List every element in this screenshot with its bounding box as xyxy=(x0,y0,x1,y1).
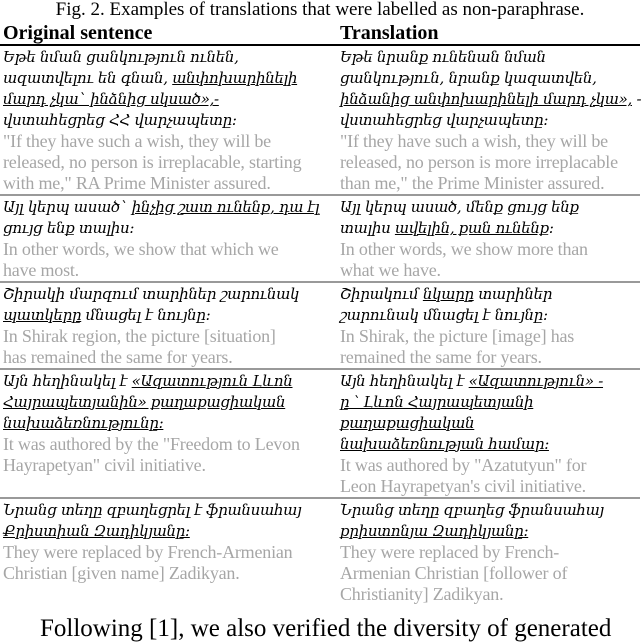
translation-cell xyxy=(337,369,640,498)
english-line: In Shirak region, the picture [situation] xyxy=(3,326,276,346)
armenian-line xyxy=(340,434,640,455)
header-original: Original sentence xyxy=(0,22,337,45)
header-row xyxy=(0,22,640,45)
english-line: than me," the Prime Minister assured. xyxy=(340,173,605,193)
armenian-line xyxy=(3,89,337,110)
english-line: remained the same for years. xyxy=(340,347,542,367)
table-row xyxy=(0,369,640,498)
english-line: with me," RA Prime Minister assured. xyxy=(3,173,271,193)
underlined-segment: ինձանից անփոխարինելի մարդ չկա», xyxy=(340,90,632,108)
english-gloss xyxy=(3,542,337,584)
armenian-line xyxy=(3,47,337,68)
text-segment: վստահեցրեց ՀՀ վարչապետը: xyxy=(3,111,237,129)
english-line: has remained the same for years. xyxy=(3,347,233,367)
underlined-segment: ավելին, քան ունենք xyxy=(394,219,549,237)
text-segment: վստահեցրեց վարչապետը: xyxy=(340,111,549,129)
armenian-line xyxy=(3,305,337,326)
english-line: In other words, we show that which we xyxy=(3,239,279,259)
original-cell xyxy=(0,498,337,605)
armenian-text xyxy=(3,371,337,434)
table-body xyxy=(0,45,640,605)
armenian-line xyxy=(340,47,640,68)
armenian-text xyxy=(3,500,337,542)
armenian-text xyxy=(3,47,337,131)
english-gloss xyxy=(340,542,640,605)
underlined-segment: Քրիստիան Զադիկյանը: xyxy=(3,522,190,540)
armenian-line xyxy=(340,218,640,239)
original-cell xyxy=(0,282,337,369)
table-row xyxy=(0,45,640,195)
translation-examples-table xyxy=(0,22,640,605)
text-segment: Շիրակի մարզում տարիներ շարունակ xyxy=(3,285,300,303)
text-segment: Նրանց տեղը զբաղեց ֆրանսահայ xyxy=(340,501,604,519)
armenian-line xyxy=(3,413,337,434)
english-line: They were replaced by French- xyxy=(340,542,560,562)
underlined-segment: «Ազատություն Լևոն xyxy=(131,372,293,390)
armenian-line xyxy=(340,284,640,305)
armenian-line xyxy=(340,89,640,110)
armenian-line xyxy=(3,284,337,305)
english-line: Christianity] Zadikyan. xyxy=(340,584,504,604)
armenian-text xyxy=(340,197,640,239)
english-line: have most. xyxy=(3,260,79,280)
translation-cell xyxy=(337,498,640,605)
armenian-text xyxy=(340,500,640,542)
table-row xyxy=(0,195,640,282)
armenian-text xyxy=(3,197,337,239)
english-line: Leon Hayrapetyan's civil initiative. xyxy=(340,476,586,496)
armenian-line xyxy=(340,371,640,392)
translation-cell xyxy=(337,282,640,369)
text-segment: Նրանց տեղը զբաղեցրել է ֆրանսահայ xyxy=(3,501,302,519)
text-segment: ազատվելու են գնան, xyxy=(3,69,173,87)
underlined-segment: Հայրապետյանին» քաղաքացիական xyxy=(3,393,286,411)
english-line: Hayrapetyan" civil initiative. xyxy=(3,455,206,475)
table-row xyxy=(0,282,640,369)
english-gloss xyxy=(340,239,640,281)
original-cell xyxy=(0,195,337,282)
english-line: In other words, we show more than xyxy=(340,239,588,259)
underlined-segment: անփոխարինելի xyxy=(172,69,298,87)
table-row xyxy=(0,498,640,605)
text-segment: ցանկություն, նրանք կազատվեն, xyxy=(340,69,597,87)
original-cell xyxy=(0,45,337,195)
text-segment: Եթե նման ցանկություն ունեն, xyxy=(3,48,239,66)
armenian-line xyxy=(3,218,337,239)
armenian-line xyxy=(340,392,640,413)
armenian-line xyxy=(340,413,640,434)
armenian-line xyxy=(3,110,337,131)
text-segment: Այն հեղինակել է xyxy=(340,372,469,390)
text-segment: Այլ կերպ ասած` xyxy=(3,198,132,216)
underlined-segment: պատկերը xyxy=(3,306,82,324)
text-segment: տալիս xyxy=(340,219,395,237)
armenian-line xyxy=(3,521,337,542)
english-gloss xyxy=(3,131,337,194)
english-line: "If they have such a wish, they will be xyxy=(3,131,271,151)
underlined-segment: ինչից շատ ունենք, դա էլ xyxy=(131,198,320,216)
underlined-segment: քրիստոնյա Զադիկյանը: xyxy=(340,522,529,540)
underlined-segment: քաղաքացիական xyxy=(340,414,475,432)
text-segment: Այլ կերպ ասած, մենք ցույց ենք xyxy=(340,198,579,216)
english-gloss xyxy=(340,131,640,194)
english-line: Christian [given name] Zadikyan. xyxy=(3,563,240,583)
text-segment: : xyxy=(548,219,554,237)
english-line: It was authored by the "Freedom to Levon xyxy=(3,434,300,454)
text-segment: - xyxy=(632,90,641,108)
underlined-segment: նախաձեռնության համար: xyxy=(340,435,549,453)
armenian-line xyxy=(340,521,640,542)
english-gloss xyxy=(340,455,640,497)
english-line: In Shirak, the picture [image] has xyxy=(340,326,575,346)
armenian-line xyxy=(340,197,640,218)
english-gloss xyxy=(340,326,640,368)
armenian-line xyxy=(340,68,640,89)
english-line: Armenian Christian [follower of xyxy=(340,563,568,583)
english-gloss xyxy=(3,326,337,368)
underlined-segment: նկարը xyxy=(422,285,474,303)
armenian-line xyxy=(3,392,337,413)
english-gloss xyxy=(3,239,337,281)
text-segment: Այն հեղինակել է xyxy=(3,372,132,390)
armenian-line xyxy=(3,68,337,89)
header-translation: Translation xyxy=(337,22,640,45)
text-segment: Եթե նրանք ունենան նման xyxy=(340,48,546,66)
text-segment: ցույց ենք տալիս: xyxy=(3,219,135,237)
english-line: They were replaced by French-Armenian xyxy=(3,542,293,562)
armenian-line xyxy=(3,500,337,521)
armenian-line xyxy=(340,110,640,131)
english-gloss xyxy=(3,434,337,476)
underlined-segment: «Ազատություն» - xyxy=(468,372,604,390)
body-paragraph: Following [1], we also verified the diversity of generated xyxy=(40,615,612,642)
text-segment: տարիներ xyxy=(473,285,553,303)
english-line: released, no person is more irreplacable xyxy=(340,152,618,172)
underlined-segment: ը ՝ Լևոն Հայրապետյանի xyxy=(340,393,534,411)
armenian-text xyxy=(340,371,640,455)
armenian-text xyxy=(340,47,640,131)
underlined-segment: նախաձեռնությունը: xyxy=(3,414,164,432)
english-line: "If they have such a wish, they will be xyxy=(340,131,608,151)
english-line: It was authored by "Azatutyun" for xyxy=(340,455,587,475)
original-cell xyxy=(0,369,337,498)
armenian-line xyxy=(3,197,337,218)
text-segment: մնացել է նույնը: xyxy=(81,306,211,324)
underlined-segment: մարդ չկա` ինձնից սկսած»,- xyxy=(3,90,219,108)
translation-cell xyxy=(337,195,640,282)
armenian-line xyxy=(340,305,640,326)
armenian-line xyxy=(340,500,640,521)
english-line: what we have. xyxy=(340,260,441,280)
translation-cell xyxy=(337,45,640,195)
armenian-text xyxy=(3,284,337,326)
english-line: released, no person is irreplacable, starting xyxy=(3,152,302,172)
armenian-text xyxy=(340,284,640,326)
figure-caption: Fig. 2. Examples of translations that were labelled as non-paraphrase. xyxy=(55,0,585,20)
text-segment: շարունակ մնացել է նույնը: xyxy=(340,306,548,324)
armenian-line xyxy=(3,371,337,392)
text-segment: Շիրակում xyxy=(340,285,423,303)
